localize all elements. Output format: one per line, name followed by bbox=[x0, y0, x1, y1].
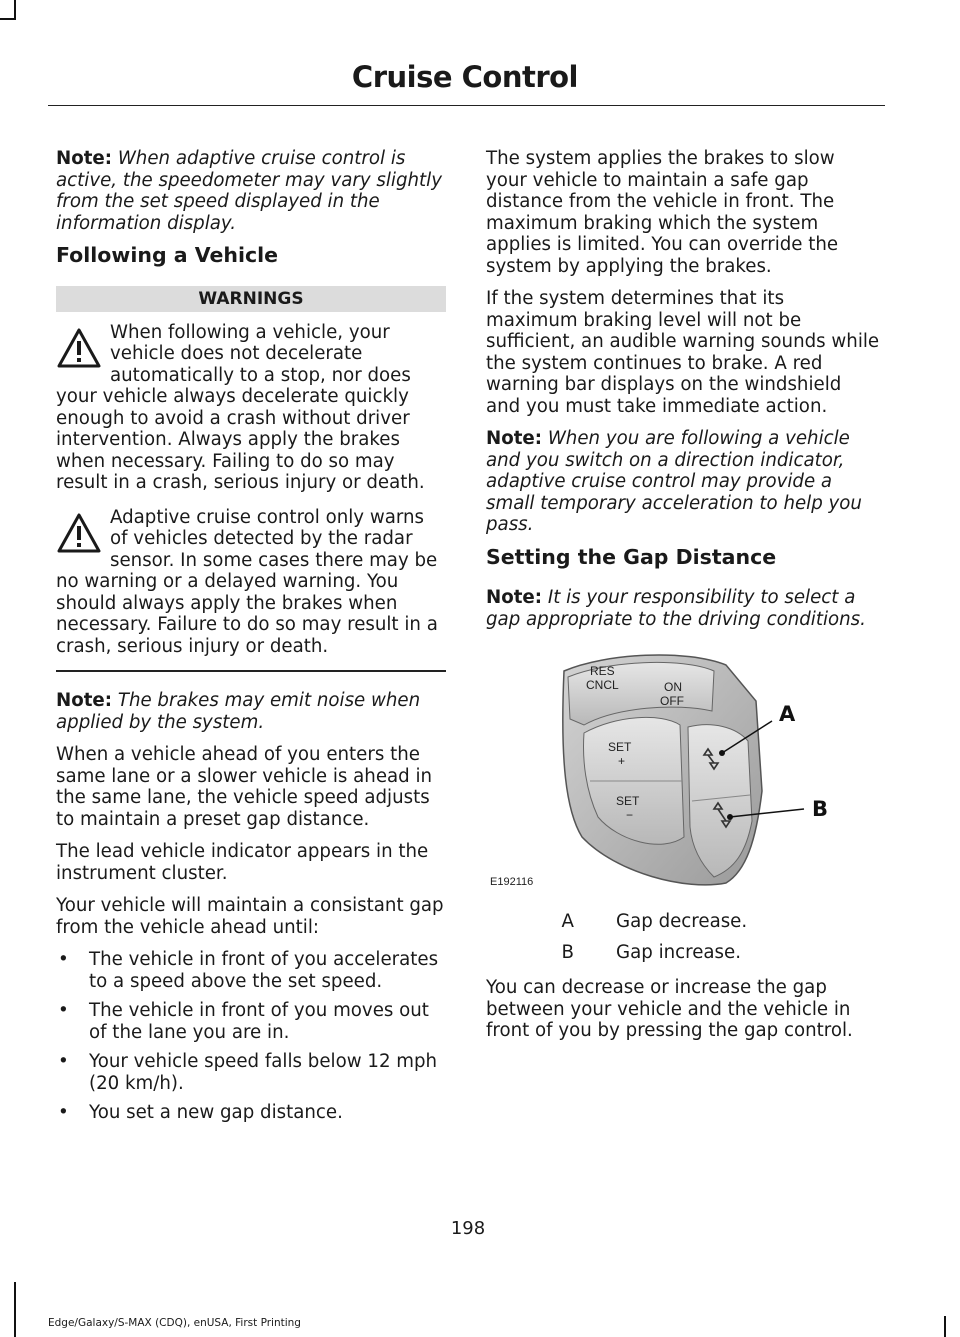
off-label: OFF bbox=[660, 694, 684, 708]
bullet: • bbox=[58, 1102, 69, 1123]
note-label: Note: bbox=[56, 690, 113, 711]
paragraph: If the system determines that its maximum braking level will not be sufficient, an audible warning sounds while the system continues to brake. A red warning bar displays on the windshield and you must take immediate action. bbox=[486, 288, 880, 417]
legend-letter: A bbox=[561, 911, 574, 932]
legend-letter: B bbox=[561, 941, 574, 963]
list-item-text: The vehicle in front of you accelerates to a speed above the set speed. bbox=[89, 949, 439, 992]
set-minus-label: SET bbox=[616, 794, 640, 808]
paragraph: You can decrease or increase the gap between your vehicle and the vehicle in front of you by pressing the gap control. bbox=[486, 977, 853, 1041]
note-text: It is your responsibility to select a gap appropriate to the driving conditions. bbox=[486, 587, 866, 630]
crop-mark bbox=[0, 18, 16, 20]
list-item-text: You set a new gap distance. bbox=[89, 1102, 343, 1123]
paragraph: Your vehicle will maintain a consistant gap from the vehicle ahead until: bbox=[56, 895, 444, 938]
right-column bbox=[486, 148, 880, 1053]
note-gap-responsibility bbox=[486, 587, 880, 630]
note-text: The brakes may emit noise when applied by the system. bbox=[56, 690, 421, 733]
list-item bbox=[56, 1000, 446, 1043]
plus-sign: + bbox=[618, 754, 626, 768]
on-label: ON bbox=[664, 680, 682, 694]
crop-mark bbox=[14, 0, 16, 20]
note-label: Note: bbox=[486, 587, 543, 608]
note-brakes-noise bbox=[56, 690, 446, 733]
section-heading-following: Following a Vehicle bbox=[56, 243, 279, 267]
warnings-header: WARNINGS bbox=[56, 286, 446, 312]
res-label: RES bbox=[590, 664, 615, 678]
warning-triangle-icon bbox=[56, 511, 102, 555]
bullet: • bbox=[58, 1051, 69, 1072]
note-adaptive-speedometer bbox=[56, 148, 446, 234]
left-column bbox=[56, 148, 446, 1132]
list-item-text: The vehicle in front of you moves out of the lane you are in. bbox=[89, 1000, 429, 1043]
note-label: Note: bbox=[486, 428, 543, 449]
steering-wheel-controls-illustration bbox=[486, 641, 880, 899]
warning-text: When following a vehicle, your vehicle does not decelerate automatically to a stop, nor does your vehicle always decelerate quickly enough to avoid a crash without driver intervention. Always apply the brakes when necessary. Failing to do so may result in a crash, serious injury or death. bbox=[56, 321, 425, 493]
note-label: Note: bbox=[56, 148, 113, 169]
note-text: When adaptive cruise control is active, the speedometer may vary slightly from the set speed displayed in the information display. bbox=[56, 148, 442, 234]
warning-triangle-icon bbox=[56, 326, 102, 370]
legend-text: Gap decrease. bbox=[616, 911, 748, 932]
callout-b: B bbox=[812, 797, 829, 821]
section-heading-gap-distance: Setting the Gap Distance bbox=[486, 544, 777, 569]
edition-footer: Edge/Galaxy/S-MAX (CDQ), enUSA, First Printing bbox=[48, 1317, 301, 1329]
legend-row bbox=[486, 911, 880, 933]
page-title: Cruise Control bbox=[351, 60, 578, 94]
bullet: • bbox=[58, 949, 69, 970]
set-plus-label: SET bbox=[608, 740, 632, 754]
legend-text: Gap increase. bbox=[616, 941, 742, 963]
cncl-label: CNCL bbox=[586, 678, 619, 692]
figure-id: E192116 bbox=[490, 876, 534, 888]
title-divider bbox=[48, 105, 885, 106]
list-item-text: Your vehicle speed falls below 12 mph (20 km/h). bbox=[89, 1051, 438, 1094]
steering-wheel-controls-figure bbox=[486, 641, 880, 899]
list-item bbox=[56, 1051, 446, 1094]
list-item bbox=[56, 949, 446, 992]
callout-a: A bbox=[779, 702, 796, 726]
paragraph: The system applies the brakes to slow your vehicle to maintain a safe gap distance from the vehicle in front. The maximum braking which the system applies is limited. You can override the system by applying the brakes. bbox=[486, 148, 839, 277]
minus-sign: − bbox=[626, 808, 634, 822]
page-number: 198 bbox=[450, 1218, 486, 1239]
list-item bbox=[56, 1102, 446, 1124]
warnings-end-rule bbox=[56, 670, 446, 672]
crop-mark bbox=[14, 1282, 16, 1337]
bullet-list bbox=[56, 949, 446, 1124]
note-text: When you are following a vehicle and you switch on a direction indicator, adaptive cruise control may provide a small temporary acceleration to help you pass. bbox=[486, 428, 862, 535]
note-direction-indicator bbox=[486, 428, 880, 536]
legend bbox=[486, 911, 880, 963]
paragraph: The lead vehicle indicator appears in the instrument cluster. bbox=[56, 841, 429, 884]
legend-row bbox=[486, 942, 880, 964]
warning-item bbox=[56, 507, 446, 658]
crop-mark bbox=[944, 1316, 946, 1337]
warning-text: Adaptive cruise control only warns of vehicles detected by the radar sensor. In some cases there may be no warning or a delayed warning. You should always apply the brakes when necessary. Failure to do so may result in a crash, serious injury or death. bbox=[56, 506, 438, 657]
warning-item bbox=[56, 322, 446, 494]
paragraph: When a vehicle ahead of you enters the same lane or a slower vehicle is ahead in the same lane, the vehicle speed adjusts to maintain a preset gap distance. bbox=[56, 744, 433, 830]
bullet: • bbox=[58, 1000, 69, 1021]
